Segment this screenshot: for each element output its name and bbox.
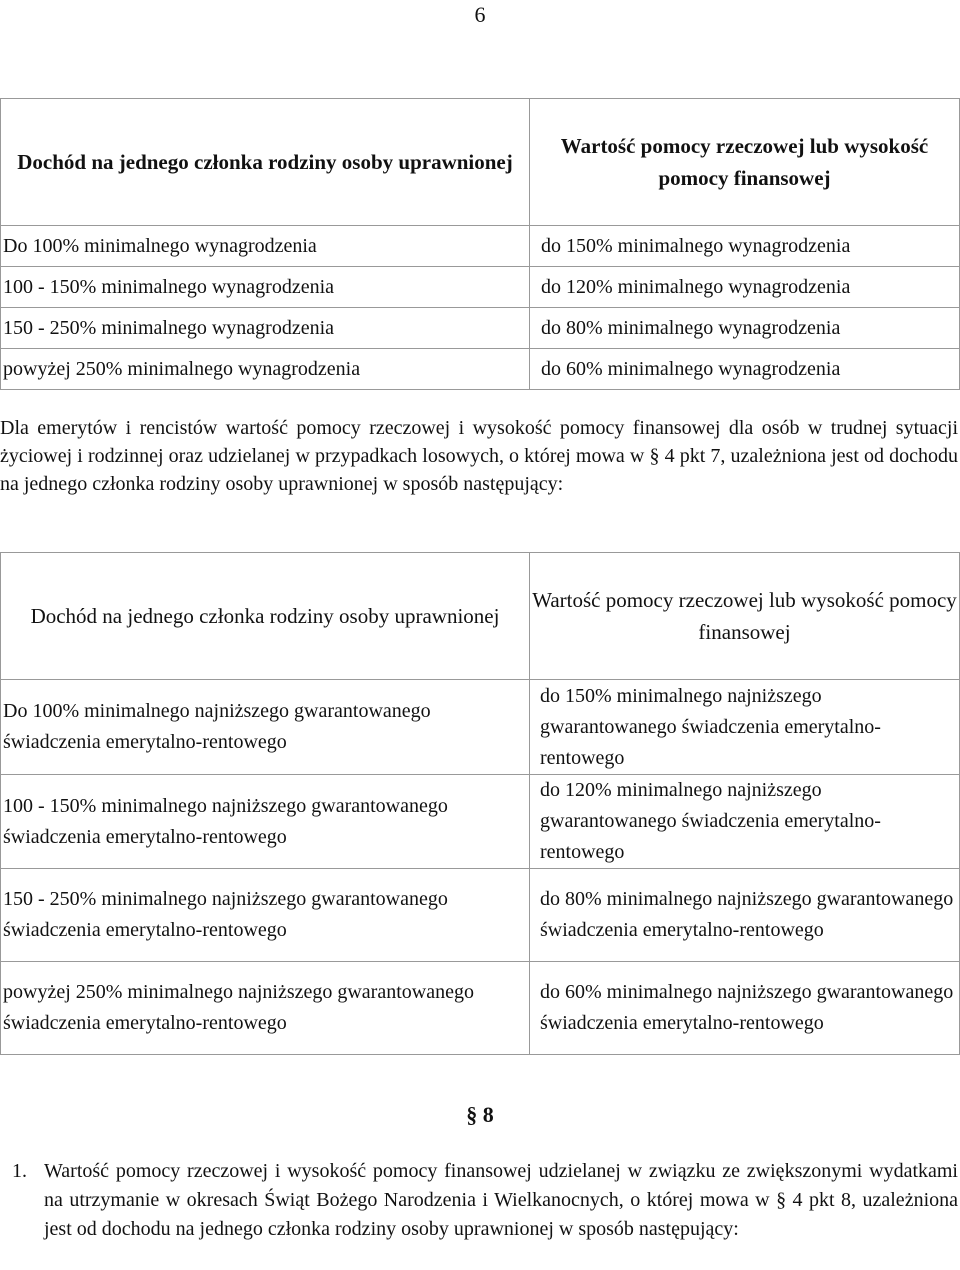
- table-row: [1, 349, 960, 390]
- income-table-pension: [0, 552, 960, 1055]
- table-header-row: [1, 553, 960, 680]
- aid-cell: do 150% minimalnego wynagrodzenia: [530, 226, 960, 267]
- income-cell: 100 - 150% minimalnego wynagrodzenia: [1, 267, 530, 308]
- table-row: [1, 226, 960, 267]
- aid-cell: do 120% minimalnego wynagrodzenia: [530, 267, 960, 308]
- header-income: Dochód na jednego członka rodziny osoby uprawnionej: [1, 553, 530, 680]
- aid-cell: do 60% minimalnego najniższego gwarantowanego świadczenia emerytalno-rentowego: [530, 962, 960, 1055]
- income-table-minimum-wage: [0, 98, 960, 390]
- table-row: [1, 680, 960, 775]
- income-cell: Do 100% minimalnego wynagrodzenia: [1, 226, 530, 267]
- table-header-row: [1, 99, 960, 226]
- header-income: Dochód na jednego członka rodziny osoby uprawnionej: [1, 99, 530, 226]
- aid-cell: do 80% minimalnego najniższego gwarantowanego świadczenia emerytalno-rentowego: [530, 869, 960, 962]
- table-row: [1, 869, 960, 962]
- income-cell: 150 - 250% minimalnego najniższego gwarantowanego świadczenia emerytalno-rentowego: [1, 869, 530, 962]
- aid-cell: do 120% minimalnego najniższego gwarantowanego świadczenia emerytalno-rentowego: [530, 775, 960, 869]
- income-cell: Do 100% minimalnego najniższego gwarantowanego świadczenia emerytalno-rentowego: [1, 680, 530, 775]
- table-row: [1, 962, 960, 1055]
- point-number: 1.: [12, 1160, 27, 1182]
- table-row: [1, 267, 960, 308]
- income-cell: powyżej 250% minimalnego wynagrodzenia: [1, 349, 530, 390]
- income-cell: powyżej 250% minimalnego najniższego gwarantowanego świadczenia emerytalno-rentowego: [1, 962, 530, 1055]
- header-aid-value: Wartość pomocy rzeczowej lub wysokość pomocy finansowej: [530, 99, 960, 226]
- pensioners-paragraph: Dla emerytów i rencistów wartość pomocy rzeczowej i wysokość pomocy finansowej dla osób w trudnej sytuacji życiowej i rodzinnej oraz udzielanej w przypadkach losowych, o której mowa w § 4 pkt 7, uzależniona jest od dochodu na jednego członka rodziny osoby uprawnionej w sposób następujący:: [0, 417, 958, 495]
- aid-cell: do 60% minimalnego wynagrodzenia: [530, 349, 960, 390]
- table-row: [1, 308, 960, 349]
- aid-cell: do 150% minimalnego najniższego gwarantowanego świadczenia emerytalno-rentowego: [530, 680, 960, 775]
- table-row: [1, 775, 960, 869]
- aid-cell: do 80% minimalnego wynagrodzenia: [530, 308, 960, 349]
- income-cell: 150 - 250% minimalnego wynagrodzenia: [1, 308, 530, 349]
- point-text: Wartość pomocy rzeczowej i wysokość pomocy finansowej udzielanej w związku ze zwiększonymi wydatkami na utrzymanie w okresach Świąt Bożego Narodzenia i Wielkanocnych, o której mowa w § 4 pkt 8, uzależniona jest od dochodu na jednego członka rodziny osoby uprawnionej w sposób następujący:: [44, 1160, 958, 1240]
- section-heading: § 8: [466, 1102, 494, 1127]
- page-number: 6: [474, 2, 486, 27]
- header-aid-value: Wartość pomocy rzeczowej lub wysokość pomocy finansowej: [530, 553, 960, 680]
- income-cell: 100 - 150% minimalnego najniższego gwarantowanego świadczenia emerytalno-rentowego: [1, 775, 530, 869]
- numbered-point: [0, 1157, 958, 1244]
